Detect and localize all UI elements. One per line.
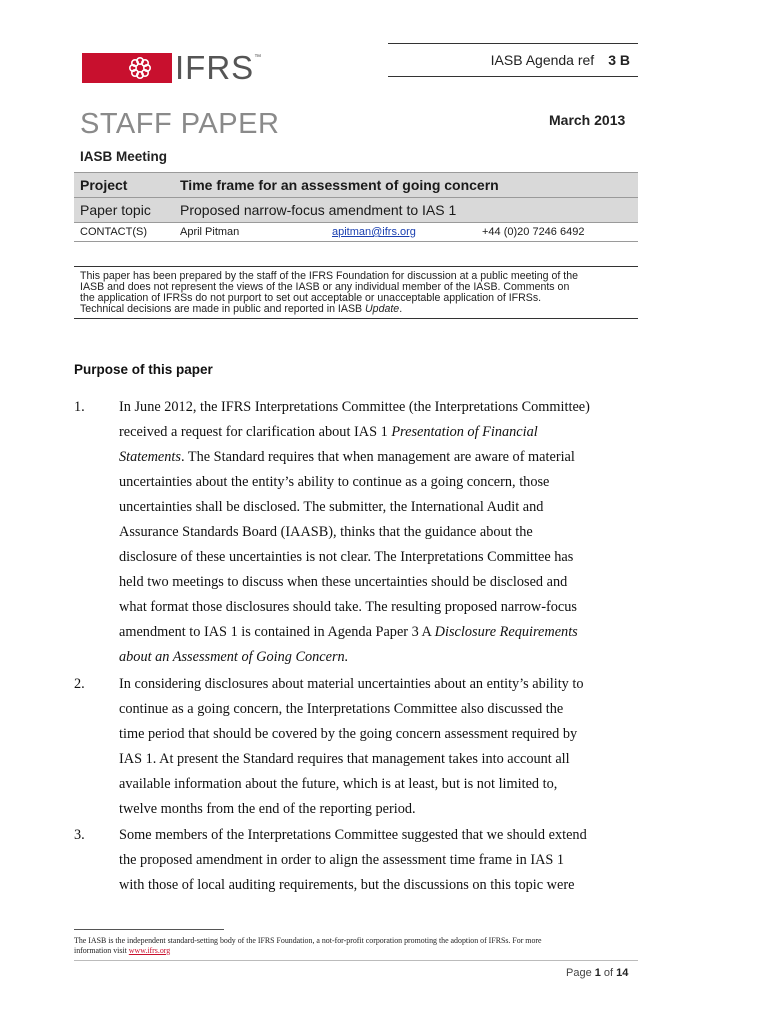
paragraph-line: time period that should be covered by the going concern assessment required by (119, 726, 578, 742)
ifrs-logo (82, 49, 262, 86)
agenda-reference (388, 43, 638, 77)
update-word: Update (365, 303, 400, 315)
page-label: Page (566, 967, 595, 979)
logo-text: IFRS (175, 49, 255, 86)
paragraph-number: 1. (74, 399, 85, 415)
footnote-divider (74, 929, 224, 930)
contact-label: CONTACT(S) (80, 226, 148, 238)
italic-title: Statements (119, 449, 181, 465)
disclaimer-line: This paper has been prepared by the staff of the IFRS Foundation for discussion at a public meeting of the (80, 270, 579, 282)
ifrs-flower-icon (128, 56, 152, 80)
paragraph-line: with those of local auditing requirements, but the discussions on this topic were (119, 877, 575, 893)
document-type-title: STAFF PAPER (80, 108, 280, 140)
contact-row (74, 222, 638, 242)
italic-title: about an Assessment of Going Concern. (119, 649, 349, 665)
paragraph-line: In June 2012, the IFRS Interpretations Committee (the Interpretations Committee) (119, 399, 590, 415)
disclaimer-text: Technical decisions are made in public and reported in IASB (80, 303, 366, 315)
project-value: Time frame for an assessment of going concern (180, 177, 499, 193)
disclaimer-line (80, 304, 632, 315)
page-of: of (600, 967, 617, 979)
paragraph-line: uncertainties about the entity’s ability to continue as a going concern, those (119, 474, 550, 490)
contact-name: April Pitman (180, 226, 240, 238)
paragraph-line: Assurance Standards Board (IAASB), thinks that the guidance about the (119, 524, 533, 540)
paragraph-line: the proposed amendment in order to align the assessment time frame in IAS 1 (119, 852, 565, 868)
disclaimer-line: the application of IFRSs do not purport to set out acceptable or unacceptable application of IFRSs. (80, 292, 542, 304)
project-label: Project (80, 177, 128, 193)
paper-topic-value: Proposed narrow-focus amendment to IAS 1 (180, 202, 457, 218)
paragraph-line: In considering disclosures about material uncertainties about an entity’s ability to (119, 676, 584, 692)
text-run: received a request for clarification about IAS 1 (119, 424, 392, 440)
footer-line: The IASB is the independent standard-setting body of the IFRS Foundation, a not-for-profit corporation promoting the adoption of IFRSs. For more (74, 936, 542, 945)
paragraph-number: 2. (74, 676, 85, 692)
footer-website-link[interactable]: www.ifrs.org (128, 946, 171, 955)
meeting-name: IASB Meeting (80, 149, 168, 164)
paragraph-line (119, 649, 348, 666)
paragraph-line: what format those disclosures should take. The resulting proposed narrow-focus (119, 599, 577, 615)
logo-trademark: ™ (254, 54, 262, 61)
page-divider (74, 960, 638, 961)
footer-text: information visit (74, 946, 129, 955)
paragraph-line (119, 424, 538, 441)
page-total: 14 (616, 967, 629, 979)
paragraph-line: IAS 1. At present the Standard requires that management takes into account all (119, 751, 570, 767)
italic-title: Presentation of Financial (391, 424, 538, 440)
section-heading: Purpose of this paper (74, 362, 213, 377)
paper-topic-label: Paper topic (80, 202, 151, 218)
paragraph-line: held two meetings to discuss when these uncertainties should be disclosed and (119, 574, 568, 590)
disclaimer-line: IASB and does not represent the views of the IASB or any individual member of the IASB. Comments on (80, 281, 570, 293)
page-number (566, 967, 628, 979)
page-current: 1 (594, 967, 601, 979)
footer-line (74, 946, 634, 956)
contact-email-link[interactable]: apitman@ifrs.org (332, 226, 416, 238)
paragraph-line: Some members of the Interpretations Committee suggested that we should extend (119, 827, 587, 843)
disclaimer-period: . (399, 303, 403, 315)
disclaimer-box (74, 266, 638, 319)
agenda-ref-number: 3 B (608, 52, 630, 68)
text-run: . The Standard requires that when management are aware of material (180, 449, 575, 465)
paragraph-line: uncertainties shall be disclosed. The submitter, the International Audit and (119, 499, 544, 515)
paragraph-line: disclosure of these uncertainties is not clear. The Interpretations Committee has (119, 549, 574, 565)
footer-note (74, 936, 634, 956)
paragraph-line (119, 449, 575, 466)
text-run: amendment to IAS 1 is contained in Agenda Paper 3 A (119, 624, 435, 640)
paragraph-line: twelve months from the end of the reporting period. (119, 801, 416, 817)
contact-phone: +44 (0)20 7246 6492 (482, 226, 585, 238)
paragraph-line: available information about the future, which is at least, but is not limited to, (119, 776, 558, 792)
logo-red-bar (82, 53, 172, 83)
paper-topic-row (74, 197, 638, 222)
project-row (74, 172, 638, 197)
italic-title: Disclosure Requirements (434, 624, 578, 640)
paragraph-line (119, 624, 578, 641)
project-info-table (74, 172, 638, 242)
document-date: March 2013 (549, 112, 626, 128)
agenda-label: IASB Agenda ref (490, 52, 595, 68)
paragraph-number: 3. (74, 827, 85, 843)
paragraph-line: continue as a going concern, the Interpretations Committee also discussed the (119, 701, 564, 717)
